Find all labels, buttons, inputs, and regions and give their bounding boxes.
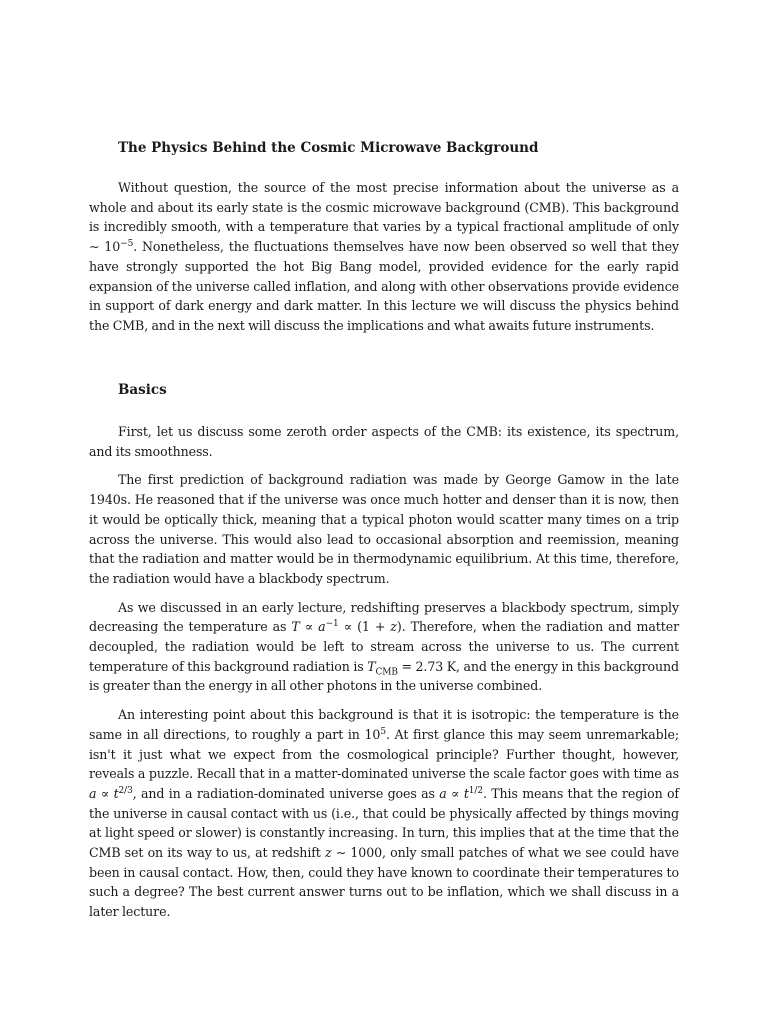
intro-text-b: . Nonetheless, the fluctuations themselves have now been observed so well that they have strongly supported the hot Big Bang model, provided evidence for the early rapid expansion of the universe called inflation, and along with other observations provide evidence in support of dark energy and dark matter. In this lecture we will discuss the physics behind the CMB, and in the next will discuss the implications and what awaits future instruments. (89, 239, 679, 333)
var-T: T (291, 619, 300, 635)
t-exponent-radiation: 1/2 (468, 785, 483, 796)
p4-text-b: . At first glance this may seem unremarkable; isn't it just what we expect from the cosmological principle? Further thought, however, reveals a puzzle. Recall that in a matter-dominated universe the scale factor goes with time as (89, 726, 679, 782)
fluctuation-amplitude (89, 239, 133, 254)
var-a-radiation: a (439, 785, 447, 801)
proportional-symbol-radiation: ∝ (446, 785, 464, 801)
ten-base: 10 (364, 726, 381, 742)
var-a: a (318, 619, 326, 635)
p4-text-a: An interesting point about this background is that it is isotropic: the temperature is the same in all directions, to roughly a part in (89, 707, 679, 742)
p4-text-e: , only small patches of what we see could have been in causal contact. How, then, could they have known to coordinate their temperatures to such a degree? The best current answer turns out to be inflation, which we shall discuss in a later lecture. (89, 845, 679, 920)
matter-scaling (89, 786, 133, 801)
var-t-matter: t (113, 785, 119, 801)
proportional-symbol: ∝ (299, 619, 319, 635)
intro-text-a: Without question, the source of the most precise information about the universe as a whole and about its early state is the cosmic microwave background (CMB). This background is incredibly smooth, with a temperature that varies by a typical fractional amplitude of only (89, 180, 679, 235)
cmb-temperature (367, 658, 457, 678)
basics-block (89, 422, 679, 931)
var-Tcmb: T (367, 658, 376, 674)
p3-text-a: As we discussed in an early lecture, redshifting preserves a blackbody spectrum, simply decreasing the temperature as (89, 599, 679, 635)
intro-paragraph (89, 178, 679, 336)
cmb-subscript: CMB (375, 667, 398, 678)
document-title: The Physics Behind the Cosmic Microwave Background (118, 140, 539, 156)
p4-text-c: , and in a radiation-dominated universe goes as (132, 785, 440, 801)
var-t-radiation: t (463, 785, 469, 801)
proportional-symbol-matter: ∝ (96, 785, 114, 801)
close-paren: ) (396, 619, 402, 635)
proportional-one-plus: ∝ (1 + (338, 619, 391, 635)
p4-text-d: . This means that the region of the universe in causal contact with us (i.e., that could be physically affected by things moving at light speed or slower) is constantly increasing. In turn, this implies that at the time that the CMB set on its way to us, at redshift (89, 785, 679, 861)
isotropy-precision (365, 727, 386, 742)
section-heading-basics: Basics (118, 382, 167, 398)
radiation-scaling (439, 786, 483, 801)
var-a-matter: a (89, 785, 97, 801)
temperature-scaling (291, 619, 401, 634)
p3-text-b: . Therefore, when the radiation and matter decoupled, the radiation would be left to stream across the universe to us. The current temperature of this background radiation is (89, 619, 679, 674)
t-exponent-matter: 2/3 (118, 785, 133, 796)
p3-text-c: , and the energy in this background is greater than the energy in all other photons in the universe combined. (89, 658, 679, 694)
ten-exponent: 5 (380, 726, 386, 737)
var-z-redshift: z (324, 845, 332, 861)
var-z: z (390, 619, 397, 635)
a-exponent: −1 (325, 619, 339, 630)
cmb-temperature-value: = 2.73 K (397, 658, 457, 674)
paragraph-zeroth-order: First, let us discuss some zeroth order aspects of the CMB: its existence, its spectrum, and its smoothness. (89, 424, 679, 459)
redshift-number: ∼ 1000 (331, 845, 383, 861)
paragraph-gamow: The first prediction of background radiation was made by George Gamow in the late 1940s. He reasoned that if the universe was once much hotter and denser than it is now, then it would be optically thick, meaning that a typical photon would scatter many times on a trip across the universe. This would also lead to occasional absorption and reemission, meaning that the radiation and matter would be in thermodynamic equilibrium. At this time, therefore, the radiation would have a blackbody spectrum. (89, 472, 679, 586)
paragraph-isotropy (89, 705, 679, 922)
amplitude-exponent: −5 (120, 238, 134, 249)
redshift-value (325, 845, 382, 860)
amplitude-base: ∼ 10 (89, 239, 121, 255)
paragraph-redshifting (89, 598, 679, 697)
intro-block (89, 178, 679, 345)
